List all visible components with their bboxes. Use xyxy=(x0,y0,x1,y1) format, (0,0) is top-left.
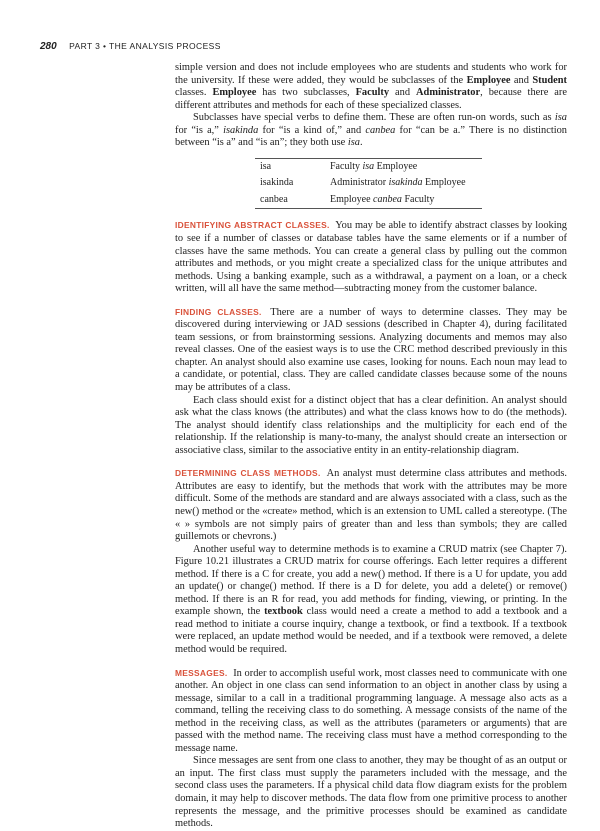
text-run: class would need a create a method to add a textbook and a read method to initiate a course inquiry, change a textbook, or find a textbook. If a textbook were replaced, an update method would be needed, and if a textbook were removed, a delete method would be required. xyxy=(175,606,568,655)
table-row xyxy=(255,192,482,209)
paragraph-text: In order to accomplish useful work, most classes need to communicate with one another. An object in one class can send information to an object in another class by using a message, similar to a call in a traditional programming language. A message also acts as a command, telling the receiving class to do something. A message consists of the name of the method in the receiving class, as well as the attributes (parameters or arguments) that are passed with the method name. The receiving class must have a method corresponding to the message name. xyxy=(175,667,567,754)
term-student: Student xyxy=(532,74,567,86)
text-run: and xyxy=(389,87,417,99)
text-run: has two subclasses, xyxy=(256,87,356,99)
verb-canbea: canbea xyxy=(365,124,396,136)
text-run: Administrator xyxy=(330,177,389,189)
text-run: Faculty xyxy=(401,193,435,205)
intro-paragraph-2 xyxy=(175,112,567,150)
body-column xyxy=(175,62,567,831)
page-number: 280 xyxy=(40,41,57,52)
section-heading: DETERMINING CLASS METHODS. xyxy=(175,468,321,479)
running-head xyxy=(40,41,560,55)
section-heading: MESSAGES. xyxy=(175,667,228,678)
text-run: for “is a,” xyxy=(175,124,224,136)
text-run: . xyxy=(359,137,363,149)
part-label: PART 3 • THE ANALYSIS PROCESS xyxy=(69,41,221,51)
verb-cell: canbea xyxy=(255,192,325,209)
text-run: Employee xyxy=(330,193,374,205)
finding-classes-paragraph xyxy=(175,306,567,395)
paragraph-text: An analyst must determine class attributes and methods. Attributes are easy to identify, but the methods that work with the attributes may be more difficult. Some of the methods are standard and are always associated with a class, such as the new() method or the «create» method, which is an extension to UML called a stereotype. (The « » symbols are not simply pairs of greater than and less than symbols; they are called guillemots or chevrons.) xyxy=(175,468,567,543)
messages-paragraph xyxy=(175,667,567,756)
example-verb: canbea xyxy=(373,193,402,205)
section-heading: FINDING CLASSES. xyxy=(175,306,262,317)
text-run: for “can be a.” There is no distinction between “is a” and “is an”; they both use xyxy=(175,124,567,149)
text-run: Employee xyxy=(374,160,418,172)
example-cell xyxy=(325,175,482,192)
paragraph-text: There are a number of ways to determine classes. They may be discovered during interviewing or JAD sessions (described in Chapter 4), during facilitated team sessions, or from brainstorming sessions. Analyzing documents and memos may also reveal classes. One of the easiest ways is to use the CRC method described previously in this chapter. An analyst should also examine use cases, looking for nouns. Each noun may lead to a candidate, or potential, class. They are called candidate classes because some of the nouns may be attributes of a class. xyxy=(175,306,567,394)
text-run: Employee xyxy=(422,177,466,189)
example-cell xyxy=(325,192,482,209)
term-employee: Employee xyxy=(466,74,511,86)
example-verb: isakinda xyxy=(388,177,423,189)
intro-paragraph-1 xyxy=(175,62,567,112)
text-run: simple version and does not include employees who are students and students who work for the university. If these were added, they would be subclasses of the xyxy=(175,62,567,86)
table-row xyxy=(255,158,482,175)
example-cell xyxy=(325,158,482,175)
finding-classes-paragraph-2: Each class should exist for a distinct object that has a clear definition. An analyst should ask what the class knows (the attributes) and what the class knows how to do (the methods). The analyst should identify class relationships and the multiplicity for each end of the relationship. If the relationship is many-to-many, the analyst should create an intersection or associative class, similar to the associative entity in an entity-relationship diagram. xyxy=(175,394,567,456)
text-run: Another useful way to determine methods is to examine a CRUD matrix (see Chapter 7). Figure 10.21 illustrates a CRUD matrix for course offerings. Each letter requires a different method. If there is a C for create, you add a new() method. If there is a U for update, you add an update() or change() method. If there is a D for delete, you add a delete() or remove() method. If there is an R for read, you add methods for finding, viewing, or printing. In the example shown, the xyxy=(175,543,567,618)
text-run: , because there are different attributes and methods for each of these specialized classes. xyxy=(175,87,567,111)
abstract-classes-paragraph xyxy=(175,219,567,295)
text-run: Subclasses have special verbs to define them. These are often run-on words, such as xyxy=(193,112,555,124)
text-run: for “is a kind of,” and xyxy=(258,124,366,136)
class-methods-paragraph xyxy=(175,467,567,543)
verb-cell: isa xyxy=(255,158,325,175)
term-textbook: textbook xyxy=(264,606,303,618)
term-administrator: Administrator xyxy=(416,87,481,99)
text-run: Faculty xyxy=(330,160,363,172)
messages-paragraph-2: Since messages are sent from one class to another, they may be thought of as an output or an input. The first class must supply the parameters included with the message, and the second class uses the parameters. If a physical child data flow diagram exists for the problem domain, it may help to discover methods. The data flow from one primitive process to another represents the message, and the primitive processes should be examined as candidate methods. xyxy=(175,755,567,830)
example-verb: isa xyxy=(362,160,375,172)
term-faculty: Faculty xyxy=(355,87,390,99)
verb-isakinda: isakinda xyxy=(223,124,259,136)
verb-isa: isa xyxy=(554,112,567,124)
table-row xyxy=(255,175,482,192)
paragraph-text: You may be able to identify abstract classes by looking to see if a number of classes or database tables have the same elements or if a number of classes have the same methods. You can create a general class by pulling out the common attributes and methods, or you might create a specialized class for the unique attributes and methods. Using a banking example, such as a withdrawal, a payment on a loan, or a check written, will all have the same method—subtracting money from the customer balance. xyxy=(175,220,567,295)
term-employee: Employee xyxy=(212,87,257,99)
class-methods-paragraph-2 xyxy=(175,544,567,657)
text-run: and xyxy=(510,74,533,86)
verb-cell: isakinda xyxy=(260,177,294,189)
subclass-verb-table xyxy=(255,158,482,210)
verb-isa: isa xyxy=(347,137,360,149)
text-run: classes. xyxy=(175,87,213,99)
section-heading: IDENTIFYING ABSTRACT CLASSES. xyxy=(175,220,330,231)
